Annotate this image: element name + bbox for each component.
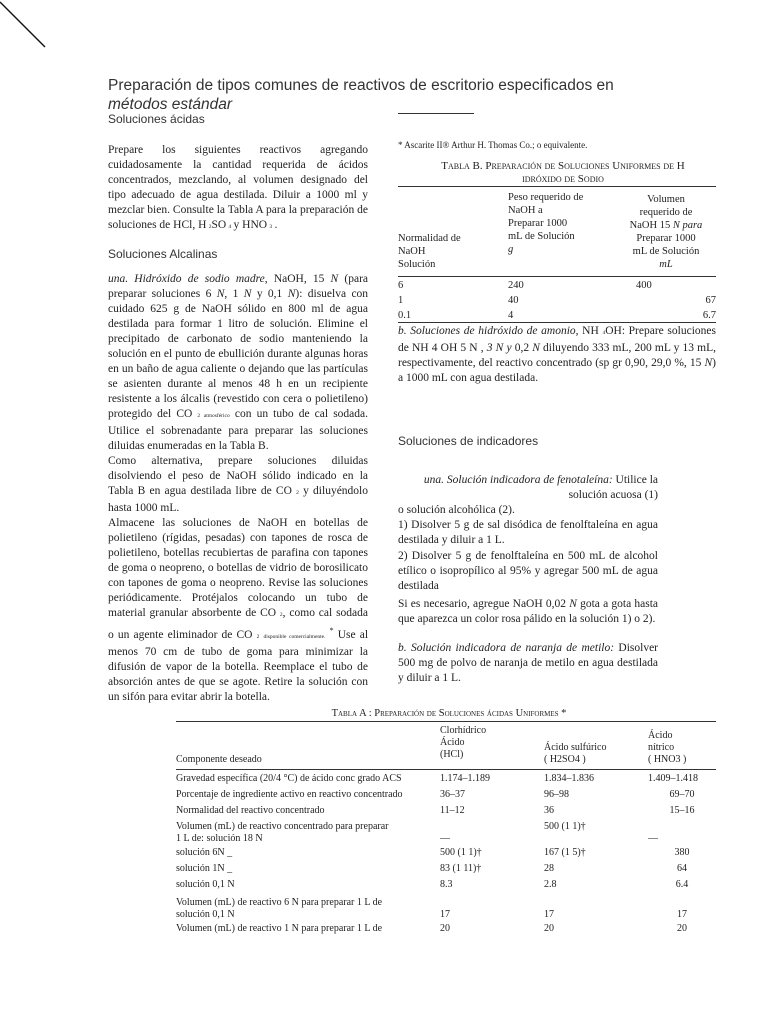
alkaline-text: [108, 272, 368, 705]
title-italic: métodos estándar: [108, 96, 233, 113]
table-a-row: Volumen (mL) de reactivo concentrado para preparar 1 L de: solución 18 N — 500 (1 1)† —: [176, 821, 658, 844]
amonio-paragraph: b. Soluciones de hidróxido de amonio, NH 4OH: Prepare soluciones de NH 4 OH 5 N , 3 N y 0,2 N diluyendo 333 mL, 200 mL y 13 mL, respectivamente, del reactivo concentrado (sp gr 0,90, 29,0 %, 15 N) a 1000 mL con agua destilada.: [398, 325, 716, 384]
table-a-header-rule: [176, 769, 716, 770]
ind-item-2: 2) Disolver 5 g de fenolftaleína en 500 mL de alcohol etílico o isopropílico al 95% y agregar 500 mL de agua destilada: [398, 550, 658, 592]
table-a-row: Volumen (mL) de reactivo 6 N para preparar 1 L de solución 0,1 N 17 17 17: [176, 897, 687, 920]
table-a-title: Tabla A : Preparación de Soluciones ácidas Uniformes *: [331, 708, 567, 719]
table-b-top-rule: [398, 186, 716, 187]
table-b-row: 6 240 400: [398, 280, 652, 291]
ind-note: Si es necesario, agregue NaOH 0,02 N gota a gota hasta que aparezca un color rosa pálido en la solución 1) o 2).: [398, 598, 659, 625]
ind-lead: una. Solución indicadora de fenotaleína: Utilice la solución acuosa (1): [423, 474, 658, 501]
ind-item-1: 1) Disolver 5 g de sal disódica de fenolftaleína en agua destilada y diluir a 1 L.: [398, 519, 658, 546]
table-b-h-volumen: Volumen requerido de NaOH 15 N para Preparar 1000 mL de Solución mL: [629, 194, 703, 270]
corner-diagonal-line: [0, 0, 50, 52]
ind-naranja: b. Solución indicadora de naranja de metilo: Disolver 500 mg de polvo de naranja de metilo en agua destilada y diluir a 1 L.: [398, 642, 659, 684]
table-a-row: Volumen (mL) de reactivo 1 N para preparar 1 L de 20 20 20: [176, 923, 687, 934]
alk-paragraph-3: Almacene las soluciones de NaOH en botellas de polietileno (rígidas, pesadas) con tapones de rosca de polietileno, botellas recubiertas de parafina con tapones de goma o neopreno, o botellas de vidrio de borosilicato con tapones de goma o neopreno. Revise las soluciones periódicamente. Protéjalos colocando un tubo de material granular absorbente de CO 2, como cal sodada o un agente eliminador de CO 2 disponible comercialmente. * Use al menos 70 cm de tubo de goma para minimizar la difusión de vapor de la botella. Reemplace el tubo de absorción antes de que se agote. Retire la solución con un sifón para evitar abrir la botella.: [108, 517, 369, 703]
table-a-row: Gravedad específica (20/4 °C) de ácido conc grado ACS 1.174–1.189 1.834–1.836 1.409–1.418: [176, 773, 698, 784]
table-b-h-peso: Peso requerido de NaOH a Preparar 1000 mL de Solución g: [508, 192, 584, 255]
table-b-bottom-rule: [398, 322, 716, 323]
alk-paragraph-1: una. Hidróxido de sodio madre, NaOH, 15 N (para preparar soluciones 6 N, 1 N y 0,1 N): disuelva con cuidado 625 g de NaOH sólido en 800 ml de agua destilada para formar 1 litro de solución. Elimine el precipitado de carbonato de sodio manteniendo la solución en el punto de ebullición durante algunas horas en un baño de agua caliente o dejando que las partículas se asienten durante al menos 48 h en un recipiente resistente a los álcalis (revestido con cera o polietileno) protegido del CO 2 atmosférico con un tubo de cal sodada. Utilice el sobrenadante para preparar las soluciones diluidas enumeradas en la Tabla B.: [108, 273, 369, 452]
table-b-header-rule: [398, 276, 716, 277]
alk-paragraph-2: Como alternativa, prepare soluciones diluidas disolviendo el peso de NaOH sólido indicado en la Tabla B en agua destilada libre de CO 2 y diluyéndolo hasta 1000 mL.: [108, 455, 368, 514]
footnote-rule: [398, 113, 474, 114]
section-alcalinas: Soluciones Alcalinas: [108, 247, 218, 261]
ind-l2: o solución alcohólica (2).: [398, 504, 515, 516]
table-a-h-h2so4: Ácido sulfúrico ( H2SO4 ): [544, 742, 607, 765]
table-b-header: [398, 191, 716, 271]
table-a-header: [176, 723, 716, 766]
table-b-row: 1 40 67: [398, 295, 716, 306]
table-a-row: solución 6N _ 500 (1 1)† 167 (1 5)† 380: [176, 847, 690, 858]
table-a-h-componente: Componente deseado: [176, 754, 262, 765]
table-b-h-normalidad: Normalidad de NaOH Solución: [398, 233, 461, 270]
table-a-body: [176, 773, 716, 939]
table-b-body: [398, 279, 716, 324]
table-b-row: 0.1 4 6.7: [398, 310, 716, 321]
table-a-top-rule: [176, 721, 716, 722]
footnote: * Ascarite II® Arthur H. Thomas Co.; o equivalente.: [398, 140, 588, 150]
acid-paragraph: Prepare los siguientes reactivos agregando cuidadosamente la cantidad requerida de ácidos concentrados, mezclando, al volumen designado del tipo adecuado de agua destilada. Diluir a 1000 ml y mezclar bien. Consulte la Tabla A para la preparación de soluciones de HCl, H 2SO 4 y HNO 3 .: [108, 144, 368, 231]
table-a-row: solución 0,1 N 8.3 2.8 6.4: [176, 879, 689, 890]
table-a-row: Normalidad del reactivo concentrado 11–12 36 15–16: [176, 805, 695, 816]
table-a-row: solución 1N _ 83 (1 11)† 28 64: [176, 863, 687, 874]
table-a-h-hcl: Clorhídrico Ácido (HCl): [440, 725, 487, 760]
page-title: [108, 76, 668, 114]
table-b-title: Tabla B. Preparación de Soluciones Uniformes de H idróxido de Sodio: [441, 160, 685, 185]
table-a-row: Porcentaje de ingrediente activo en reactivo concentrado 36–37 96–98 69–70: [176, 789, 695, 800]
section-acidas: Soluciones ácidas: [108, 112, 205, 126]
title-main: Preparación de tipos comunes de reactivos de escritorio especificados en: [108, 77, 614, 94]
table-b: [398, 191, 716, 271]
table-a-h-hno3: Ácido nítrico ( HNO3 ): [648, 730, 687, 765]
section-indicadores: Soluciones de indicadores: [398, 434, 539, 448]
